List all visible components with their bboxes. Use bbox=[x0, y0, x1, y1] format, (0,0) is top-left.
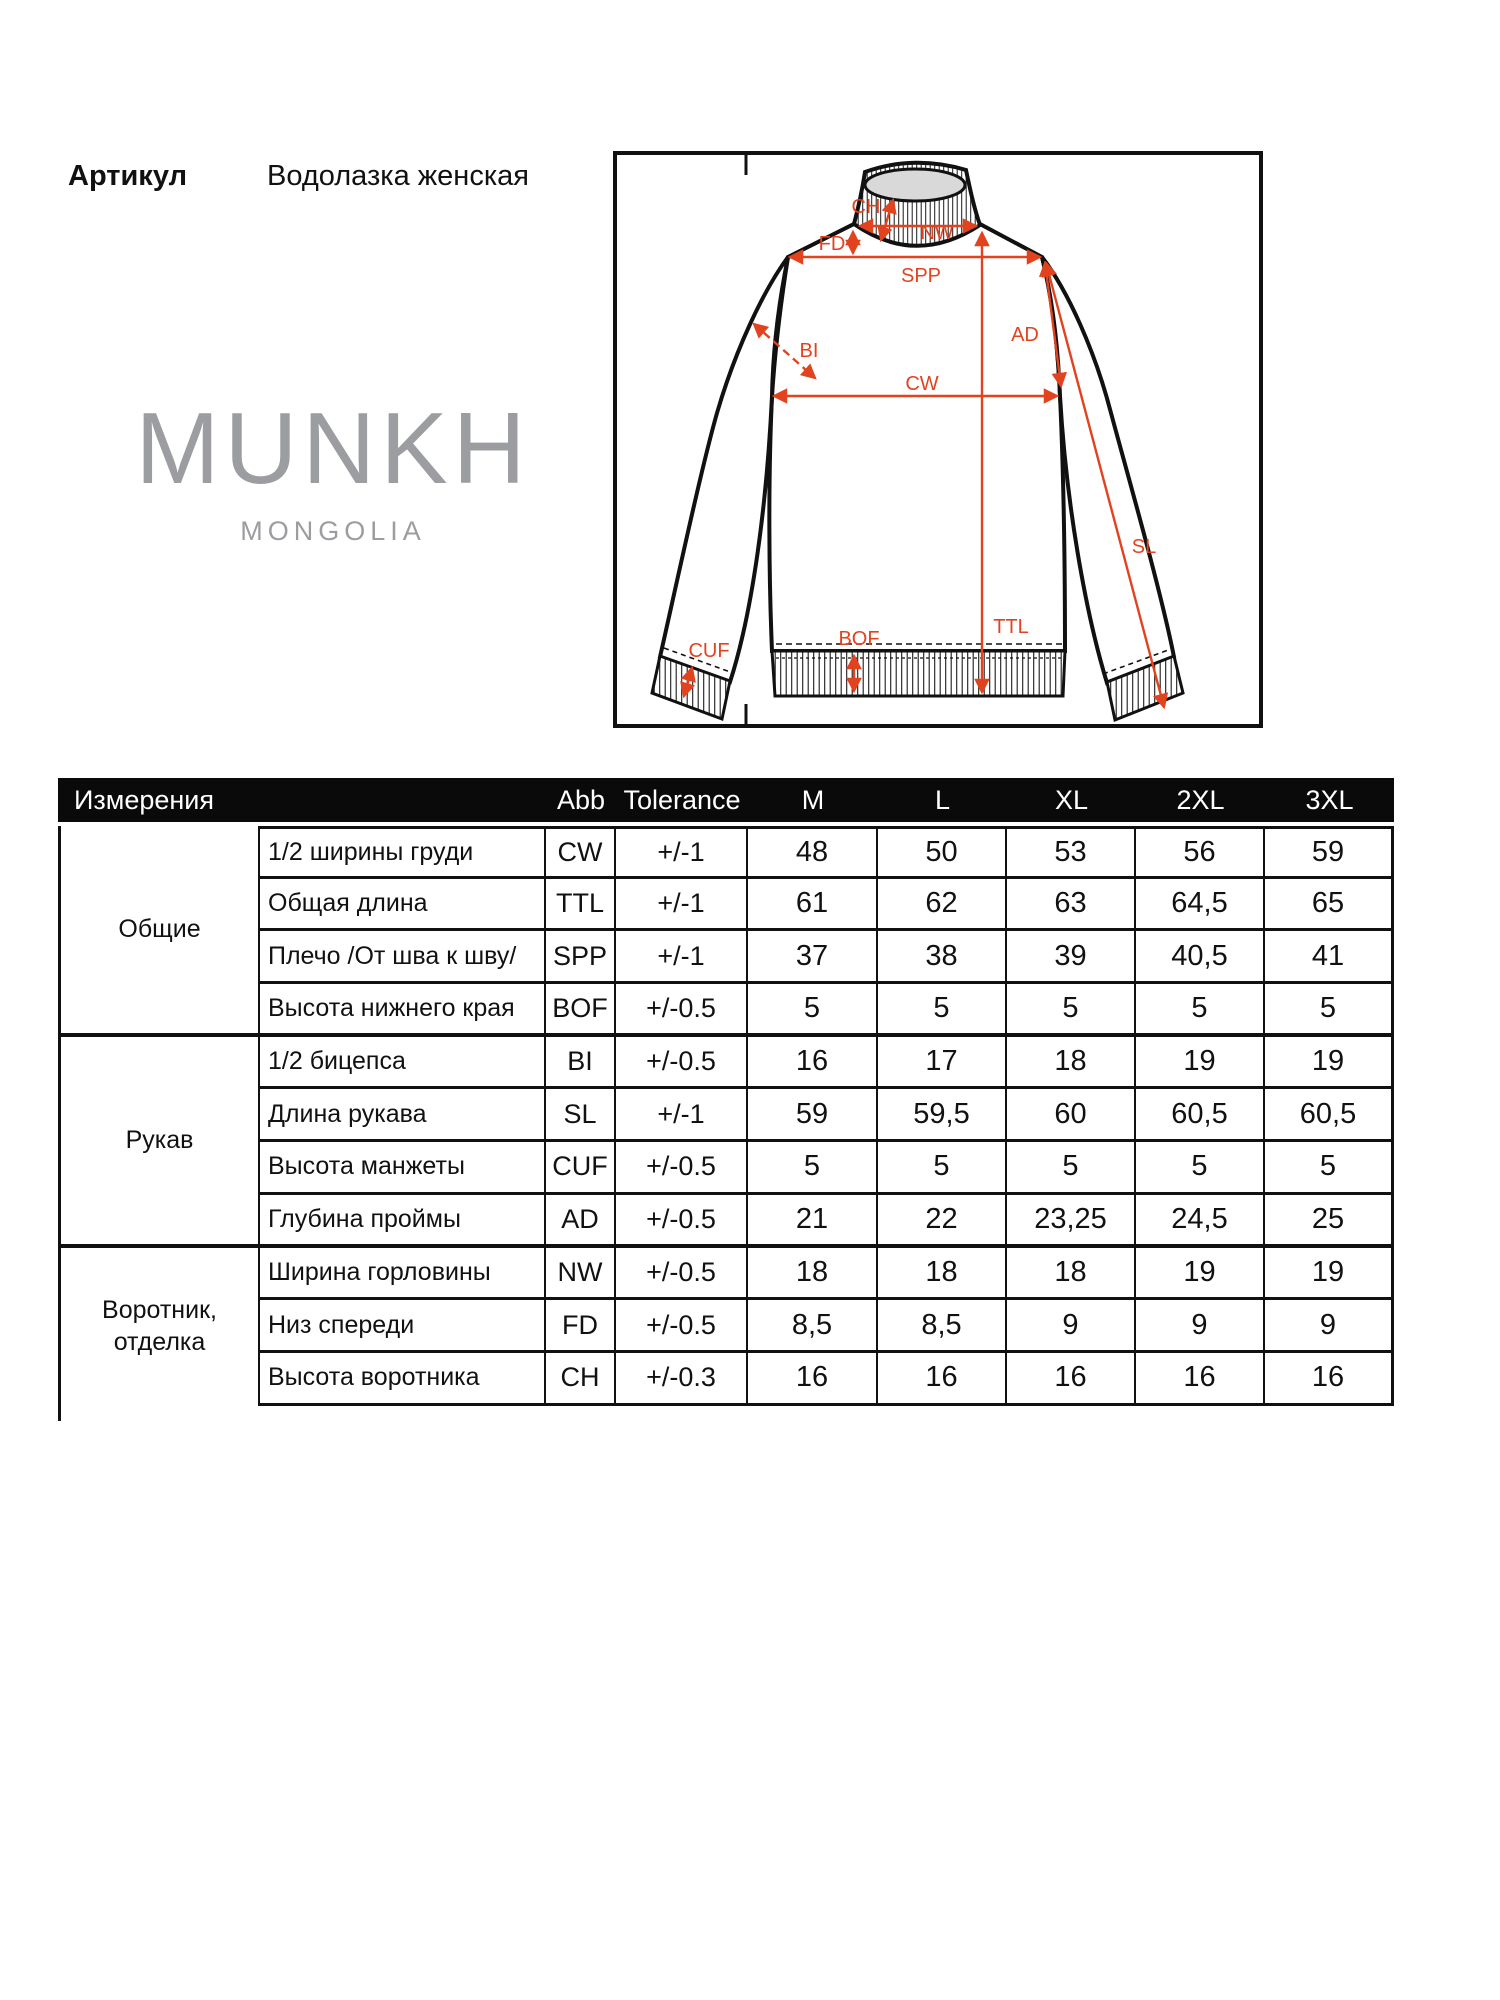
measurement-name: 1/2 ширины груди bbox=[260, 826, 546, 879]
abb-value: SPP bbox=[546, 931, 616, 984]
size-value: 9 bbox=[1007, 1300, 1136, 1353]
size-value: 60 bbox=[1007, 1089, 1136, 1142]
size-value: 5 bbox=[1007, 1142, 1136, 1195]
col-header-size-m: M bbox=[748, 778, 878, 826]
col-header-abb: Abb bbox=[546, 778, 616, 826]
size-value: 16 bbox=[878, 1353, 1007, 1406]
measurement-name: Высота воротника bbox=[260, 1353, 546, 1406]
size-value: 8,5 bbox=[748, 1300, 878, 1353]
label-cuf: CUF bbox=[688, 640, 730, 662]
label-nw: NW bbox=[920, 222, 954, 244]
measurement-name: Длина рукава bbox=[260, 1089, 546, 1142]
abb-value: BOF bbox=[546, 984, 616, 1037]
size-value: 5 bbox=[748, 984, 878, 1037]
label-fd: FD bbox=[818, 233, 846, 255]
size-value: 16 bbox=[1136, 1353, 1265, 1406]
abb-value: CW bbox=[546, 826, 616, 879]
tolerance-value: +/-0.5 bbox=[616, 984, 748, 1037]
measurement-name: Высота нижнего края bbox=[260, 984, 546, 1037]
size-value: 9 bbox=[1136, 1300, 1265, 1353]
tolerance-value: +/-0.5 bbox=[616, 1300, 748, 1353]
abb-value: CH bbox=[546, 1353, 616, 1406]
size-value: 5 bbox=[1265, 1142, 1394, 1195]
label-ch: CH bbox=[851, 196, 881, 218]
size-value: 5 bbox=[878, 984, 1007, 1037]
size-value: 9 bbox=[1265, 1300, 1394, 1353]
measurement-name: Глубина проймы bbox=[260, 1195, 546, 1248]
article-label: Артикул bbox=[68, 160, 187, 192]
size-value: 5 bbox=[1007, 984, 1136, 1037]
label-ttl: TTL bbox=[993, 616, 1029, 638]
abb-value: AD bbox=[546, 1195, 616, 1248]
size-value: 19 bbox=[1265, 1248, 1394, 1301]
group-label: Общие bbox=[58, 826, 260, 1037]
measurement-name: 1/2 бицепса bbox=[260, 1037, 546, 1090]
size-value: 38 bbox=[878, 931, 1007, 984]
size-value: 5 bbox=[748, 1142, 878, 1195]
abb-value: FD bbox=[546, 1300, 616, 1353]
label-bof: BOF bbox=[838, 628, 880, 650]
group-label: Рукав bbox=[58, 1037, 260, 1248]
size-value: 18 bbox=[878, 1248, 1007, 1301]
measurement-name: Плечо /От шва к шву/ bbox=[260, 931, 546, 984]
size-value: 61 bbox=[748, 879, 878, 932]
size-value: 65 bbox=[1265, 879, 1394, 932]
brand-name: MUNKH bbox=[135, 393, 531, 505]
label-spp: SPP bbox=[900, 265, 942, 287]
size-value: 48 bbox=[748, 826, 878, 879]
size-value: 63 bbox=[1007, 879, 1136, 932]
size-value: 22 bbox=[878, 1195, 1007, 1248]
abb-value: NW bbox=[546, 1248, 616, 1301]
label-ad: AD bbox=[1011, 324, 1039, 346]
tolerance-value: +/-0.5 bbox=[616, 1037, 748, 1090]
size-value: 18 bbox=[748, 1248, 878, 1301]
size-value: 5 bbox=[1136, 984, 1265, 1037]
measurement-name: Низ спереди bbox=[260, 1300, 546, 1353]
size-value: 17 bbox=[878, 1037, 1007, 1090]
table-left-border-tail bbox=[58, 1403, 61, 1421]
size-value: 18 bbox=[1007, 1248, 1136, 1301]
brand-logo bbox=[113, 393, 553, 547]
col-header-size-l: L bbox=[878, 778, 1007, 826]
col-header-spacer bbox=[260, 778, 546, 826]
col-header-size-3xl: 3XL bbox=[1265, 778, 1394, 826]
tolerance-value: +/-1 bbox=[616, 1089, 748, 1142]
brand-country: MONGOLIA bbox=[240, 516, 426, 547]
size-value: 41 bbox=[1265, 931, 1394, 984]
tolerance-value: +/-1 bbox=[616, 826, 748, 879]
size-value: 19 bbox=[1265, 1037, 1394, 1090]
size-value: 25 bbox=[1265, 1195, 1394, 1248]
size-value: 24,5 bbox=[1136, 1195, 1265, 1248]
tolerance-value: +/-1 bbox=[616, 879, 748, 932]
tolerance-value: +/-0.5 bbox=[616, 1142, 748, 1195]
size-value: 16 bbox=[1007, 1353, 1136, 1406]
measurement-name: Высота манжеты bbox=[260, 1142, 546, 1195]
abb-value: SL bbox=[546, 1089, 616, 1142]
size-value: 64,5 bbox=[1136, 879, 1265, 932]
group-label: Воротник, отделка bbox=[58, 1248, 260, 1406]
measurement-name: Ширина горловины bbox=[260, 1248, 546, 1301]
sweater-drawing bbox=[652, 163, 1183, 720]
size-value: 59,5 bbox=[878, 1089, 1007, 1142]
tolerance-value: +/-0.5 bbox=[616, 1248, 748, 1301]
size-value: 53 bbox=[1007, 826, 1136, 879]
size-value: 59 bbox=[748, 1089, 878, 1142]
size-value: 21 bbox=[748, 1195, 878, 1248]
size-spec-table bbox=[58, 778, 1394, 1406]
col-header-size-2xl: 2XL bbox=[1136, 778, 1265, 826]
col-header-tolerance: Tolerance bbox=[616, 778, 748, 826]
size-value: 5 bbox=[1136, 1142, 1265, 1195]
size-value: 5 bbox=[878, 1142, 1007, 1195]
size-value: 16 bbox=[1265, 1353, 1394, 1406]
article-value: Водолазка женская bbox=[267, 160, 529, 192]
size-value: 39 bbox=[1007, 931, 1136, 984]
size-value: 56 bbox=[1136, 826, 1265, 879]
size-value: 23,25 bbox=[1007, 1195, 1136, 1248]
size-value: 37 bbox=[748, 931, 878, 984]
size-value: 8,5 bbox=[878, 1300, 1007, 1353]
abb-value: BI bbox=[546, 1037, 616, 1090]
size-value: 59 bbox=[1265, 826, 1394, 879]
size-value: 18 bbox=[1007, 1037, 1136, 1090]
abb-value: CUF bbox=[546, 1142, 616, 1195]
size-value: 5 bbox=[1265, 984, 1394, 1037]
measurement-name: Общая длина bbox=[260, 879, 546, 932]
size-value: 50 bbox=[878, 826, 1007, 879]
size-value: 19 bbox=[1136, 1037, 1265, 1090]
sweater-measurement-diagram bbox=[613, 151, 1263, 728]
label-bi: BI bbox=[799, 340, 819, 362]
tolerance-value: +/-1 bbox=[616, 931, 748, 984]
size-value: 62 bbox=[878, 879, 1007, 932]
label-sl: SL bbox=[1131, 536, 1157, 558]
size-value: 19 bbox=[1136, 1248, 1265, 1301]
tolerance-value: +/-0.3 bbox=[616, 1353, 748, 1406]
col-header-size-xl: XL bbox=[1007, 778, 1136, 826]
abb-value: TTL bbox=[546, 879, 616, 932]
label-cw: CW bbox=[905, 373, 939, 395]
size-value: 16 bbox=[748, 1037, 878, 1090]
tolerance-value: +/-0.5 bbox=[616, 1195, 748, 1248]
size-value: 60,5 bbox=[1265, 1089, 1394, 1142]
size-value: 40,5 bbox=[1136, 931, 1265, 984]
col-header-measurements: Измерения bbox=[58, 778, 260, 826]
size-value: 16 bbox=[748, 1353, 878, 1406]
size-value: 60,5 bbox=[1136, 1089, 1265, 1142]
